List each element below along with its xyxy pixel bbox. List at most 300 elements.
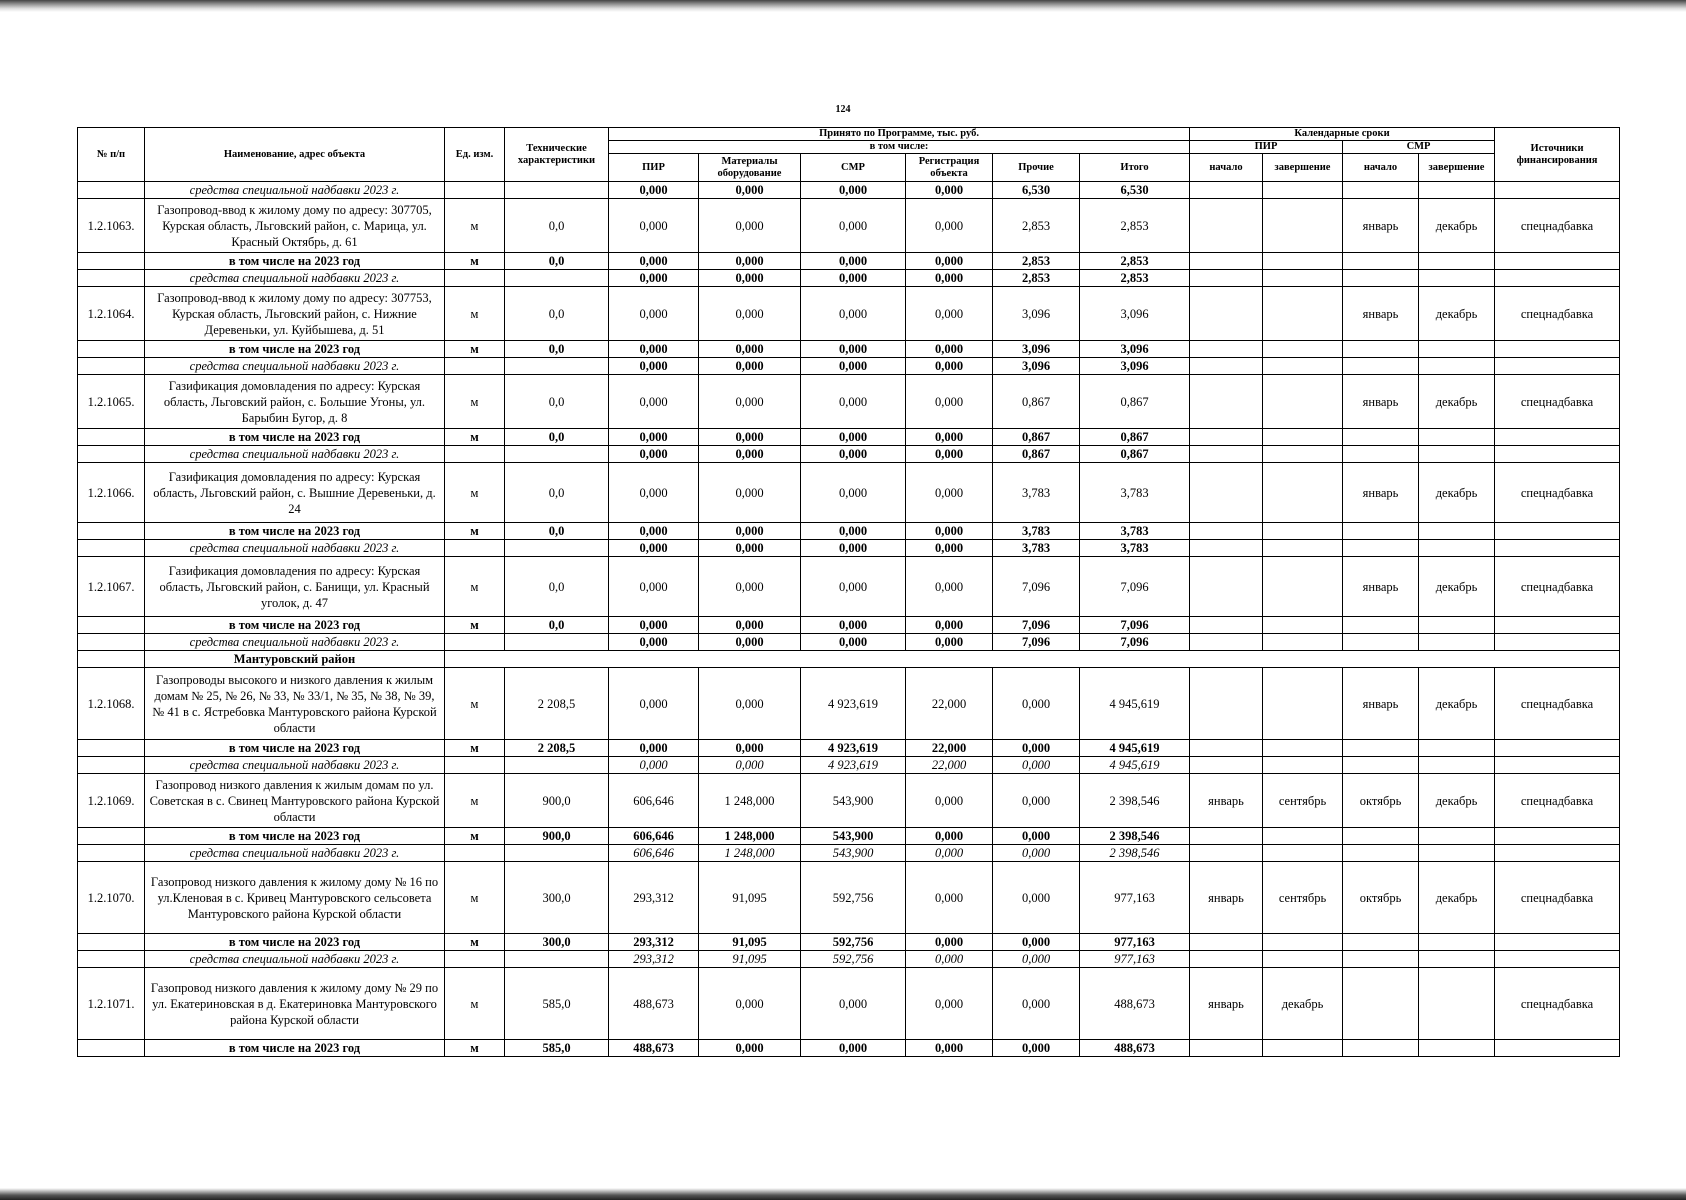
cell-pir-start (1190, 557, 1263, 617)
cell-source: спецнадбавка (1495, 968, 1620, 1040)
cell-total: 0,867 (1080, 429, 1190, 446)
cell-other: 7,096 (993, 634, 1080, 651)
cell-num (78, 1040, 145, 1057)
table-body (78, 182, 1620, 1057)
cell-empty (1263, 446, 1343, 463)
cell-mat: 91,095 (699, 862, 801, 934)
cell-tech (505, 270, 609, 287)
cell-subtotal-label: в том числе на 2023 год (145, 253, 445, 270)
cell-source-label: средства специальной надбавки 2023 г. (145, 757, 445, 774)
cell-mat: 0,000 (699, 668, 801, 740)
cell-pir: 0,000 (609, 668, 699, 740)
cell-empty (1495, 934, 1620, 951)
cell-object-name: Газопровод низкого давления к жилым домам по ул. Советская в с. Свинец Мантуровского района Курской области (145, 774, 445, 828)
cell-mat: 0,000 (699, 270, 801, 287)
cell-unit: м (445, 429, 505, 446)
cell-num (78, 845, 145, 862)
cell-smr-end: декабрь (1419, 668, 1495, 740)
cell-empty (1343, 182, 1419, 199)
cell-unit (445, 845, 505, 862)
cell-empty (1190, 617, 1263, 634)
cell-unit: м (445, 199, 505, 253)
cell-unit: м (445, 968, 505, 1040)
cell-empty (1190, 540, 1263, 557)
cell-smr: 592,756 (801, 934, 906, 951)
cell-unit: м (445, 617, 505, 634)
cell-empty (1419, 270, 1495, 287)
cell-pir: 0,000 (609, 199, 699, 253)
cell-empty (1495, 253, 1620, 270)
table-row-src (78, 634, 1620, 651)
table-row-obj (78, 287, 1620, 341)
cell-object-name: Газопровод низкого давления к жилому дому № 16 по ул.Кленовая в с. Кривец Мантуровского сельсовета Мантуровского района Курской области (145, 862, 445, 934)
cell-smr: 0,000 (801, 341, 906, 358)
cell-reg: 0,000 (906, 446, 993, 463)
cell-pir-start: январь (1190, 774, 1263, 828)
cell-source: спецнадбавка (1495, 862, 1620, 934)
cell-smr-start: январь (1343, 375, 1419, 429)
cell-tech: 0,0 (505, 341, 609, 358)
cell-empty (1419, 740, 1495, 757)
cell-num (78, 934, 145, 951)
table-row-obj (78, 968, 1620, 1040)
cell-reg: 0,000 (906, 358, 993, 375)
cell-total: 2 398,546 (1080, 774, 1190, 828)
cell-smr: 0,000 (801, 540, 906, 557)
cell-unit: м (445, 774, 505, 828)
cell-empty (1190, 341, 1263, 358)
cell-total: 3,783 (1080, 540, 1190, 557)
cell-total: 4 945,619 (1080, 668, 1190, 740)
cell-smr: 0,000 (801, 968, 906, 1040)
cell-unit: м (445, 287, 505, 341)
cell-reg: 0,000 (906, 968, 993, 1040)
cell-object-name: Газификация домовладения по адресу: Курская область, Льговский район, с. Банищи, ул. Красный уголок, д. 47 (145, 557, 445, 617)
col-tech-header: Технические характеристики (505, 128, 609, 182)
cell-reg: 0,000 (906, 253, 993, 270)
cell-pir-start (1190, 463, 1263, 523)
cell-other: 0,000 (993, 968, 1080, 1040)
cell-total: 977,163 (1080, 951, 1190, 968)
cell-smr-start: январь (1343, 199, 1419, 253)
cell-empty (1190, 951, 1263, 968)
cal-smr-header: СМР (1343, 141, 1495, 154)
cell-reg: 0,000 (906, 862, 993, 934)
cell-pir: 0,000 (609, 557, 699, 617)
cell-empty (1495, 540, 1620, 557)
cell-empty (1343, 740, 1419, 757)
cell-empty (1263, 341, 1343, 358)
cell-smr: 0,000 (801, 182, 906, 199)
cell-reg: 0,000 (906, 375, 993, 429)
cell-unit: м (445, 862, 505, 934)
cell-reg: 22,000 (906, 757, 993, 774)
cell-smr-start (1343, 968, 1419, 1040)
cell-mat: 91,095 (699, 951, 801, 968)
cell-smr: 0,000 (801, 358, 906, 375)
cell-subtotal-label: в том числе на 2023 год (145, 934, 445, 951)
cell-empty (1419, 634, 1495, 651)
cell-pir-start (1190, 668, 1263, 740)
cell-tech (505, 845, 609, 862)
cell-num: 1.2.1066. (78, 463, 145, 523)
cell-source-label: средства специальной надбавки 2023 г. (145, 951, 445, 968)
cell-empty (1190, 446, 1263, 463)
cell-tech: 900,0 (505, 828, 609, 845)
cell-other: 0,000 (993, 1040, 1080, 1057)
cell-mat: 0,000 (699, 358, 801, 375)
cell-pir-end (1263, 668, 1343, 740)
cell-subtotal-label: в том числе на 2023 год (145, 523, 445, 540)
cell-reg: 0,000 (906, 523, 993, 540)
cell-empty (1495, 634, 1620, 651)
cell-empty (1263, 523, 1343, 540)
cell-unit: м (445, 668, 505, 740)
cell-pir: 606,646 (609, 845, 699, 862)
cell-tech: 0,0 (505, 557, 609, 617)
cell-pir: 0,000 (609, 375, 699, 429)
table-row-district (78, 651, 1620, 668)
cell-empty (1190, 182, 1263, 199)
cell-tech: 585,0 (505, 1040, 609, 1057)
cell-tech: 2 208,5 (505, 668, 609, 740)
cell-reg: 0,000 (906, 287, 993, 341)
cell-empty (1263, 358, 1343, 375)
cell-pir-end (1263, 557, 1343, 617)
cell-other: 2,853 (993, 253, 1080, 270)
cell-num (78, 617, 145, 634)
cell-empty (1343, 523, 1419, 540)
cell-empty (1343, 253, 1419, 270)
cell-subtotal-label: в том числе на 2023 год (145, 617, 445, 634)
cell-other: 0,000 (993, 845, 1080, 862)
cell-total: 488,673 (1080, 968, 1190, 1040)
cell-reg: 0,000 (906, 774, 993, 828)
cell-empty (1495, 828, 1620, 845)
cell-empty (445, 651, 1620, 668)
cell-mat: 0,000 (699, 199, 801, 253)
cell-empty (1343, 358, 1419, 375)
cell-mat: 0,000 (699, 540, 801, 557)
cell-pir: 0,000 (609, 463, 699, 523)
cell-empty (1263, 740, 1343, 757)
cell-smr: 0,000 (801, 634, 906, 651)
col-smr-start-header: начало (1343, 154, 1419, 182)
cell-source-label: средства специальной надбавки 2023 г. (145, 446, 445, 463)
cell-source: спецнадбавка (1495, 668, 1620, 740)
cell-smr: 592,756 (801, 951, 906, 968)
cell-smr-end: декабрь (1419, 287, 1495, 341)
cell-total: 0,867 (1080, 375, 1190, 429)
cell-smr-end: декабрь (1419, 862, 1495, 934)
cell-empty (1495, 358, 1620, 375)
cell-smr: 4 923,619 (801, 668, 906, 740)
cell-empty (1190, 740, 1263, 757)
col-pir-start-header: начало (1190, 154, 1263, 182)
cell-empty (1495, 429, 1620, 446)
cell-total: 3,783 (1080, 463, 1190, 523)
cell-other: 0,000 (993, 934, 1080, 951)
cell-source-label: средства специальной надбавки 2023 г. (145, 358, 445, 375)
cell-num: 1.2.1065. (78, 375, 145, 429)
cell-other: 0,867 (993, 446, 1080, 463)
cell-empty (1495, 270, 1620, 287)
cell-other: 7,096 (993, 617, 1080, 634)
cell-num: 1.2.1069. (78, 774, 145, 828)
cell-num (78, 523, 145, 540)
cell-empty (1343, 1040, 1419, 1057)
cell-unit (445, 446, 505, 463)
cell-pir-start (1190, 287, 1263, 341)
table-row-src2 (78, 757, 1620, 774)
cell-other: 0,000 (993, 828, 1080, 845)
col-smr-end-header: завершение (1419, 154, 1495, 182)
cell-reg: 0,000 (906, 429, 993, 446)
calendar-header: Календарные сроки (1190, 128, 1495, 141)
cell-total: 7,096 (1080, 617, 1190, 634)
cell-other: 0,000 (993, 951, 1080, 968)
cell-empty (1495, 182, 1620, 199)
cell-tech (505, 182, 609, 199)
cell-smr-start: январь (1343, 557, 1419, 617)
col-pir-end-header: завершение (1263, 154, 1343, 182)
cell-empty (1419, 358, 1495, 375)
cell-other: 0,867 (993, 375, 1080, 429)
cell-mat: 91,095 (699, 934, 801, 951)
cell-empty (1263, 951, 1343, 968)
cell-object-name: Газопровод-ввод к жилому дому по адресу: 307753, Курская область, Льговский район, с. Нижние Деревеньки, ул. Куйбышева, д. 51 (145, 287, 445, 341)
cell-smr-end: декабрь (1419, 774, 1495, 828)
program-table (77, 127, 1620, 1057)
cell-smr: 0,000 (801, 557, 906, 617)
cell-smr: 0,000 (801, 463, 906, 523)
cell-total: 2,853 (1080, 199, 1190, 253)
cell-num: 1.2.1068. (78, 668, 145, 740)
cell-empty (1343, 429, 1419, 446)
cell-smr-start: январь (1343, 287, 1419, 341)
cell-source-label: средства специальной надбавки 2023 г. (145, 540, 445, 557)
cell-mat: 0,000 (699, 557, 801, 617)
cell-tech: 900,0 (505, 774, 609, 828)
cell-empty (1419, 523, 1495, 540)
cell-empty (1343, 341, 1419, 358)
cell-pir: 293,312 (609, 934, 699, 951)
cell-empty (1419, 182, 1495, 199)
cell-reg: 0,000 (906, 557, 993, 617)
cell-num: 1.2.1063. (78, 199, 145, 253)
col-materials-header: Материалы оборудование (699, 154, 801, 182)
cell-other: 7,096 (993, 557, 1080, 617)
cell-pir: 0,000 (609, 757, 699, 774)
cell-unit: м (445, 557, 505, 617)
table-row-obj (78, 668, 1620, 740)
cell-pir-end: сентябрь (1263, 862, 1343, 934)
cell-mat: 0,000 (699, 429, 801, 446)
table-row-src (78, 270, 1620, 287)
cell-pir-end (1263, 375, 1343, 429)
cell-other: 0,000 (993, 668, 1080, 740)
col-unit-header: Ед. изм. (445, 128, 505, 182)
cell-empty (1495, 740, 1620, 757)
cell-other: 0,000 (993, 757, 1080, 774)
cell-smr-end: декабрь (1419, 557, 1495, 617)
cell-tech (505, 951, 609, 968)
cell-unit (445, 951, 505, 968)
cell-smr: 4 923,619 (801, 757, 906, 774)
cell-pir: 293,312 (609, 951, 699, 968)
table-row-sub (78, 341, 1620, 358)
scan-edge-bottom (0, 1188, 1686, 1200)
cell-other: 0,867 (993, 429, 1080, 446)
cell-num (78, 429, 145, 446)
cell-source: спецнадбавка (1495, 287, 1620, 341)
cell-object-name: Газификация домовладения по адресу: Курская область, Льговский район, с. Большие Угоны, ул. Барыбин Бугор, д. 8 (145, 375, 445, 429)
cell-smr-end (1419, 968, 1495, 1040)
cell-num (78, 253, 145, 270)
cell-unit (445, 270, 505, 287)
cell-reg: 0,000 (906, 341, 993, 358)
cell-unit (445, 182, 505, 199)
cell-empty (1263, 182, 1343, 199)
cell-pir-start: январь (1190, 862, 1263, 934)
cell-subtotal-label: в том числе на 2023 год (145, 1040, 445, 1057)
cell-empty (1495, 757, 1620, 774)
cell-pir-end (1263, 463, 1343, 523)
cell-mat: 0,000 (699, 446, 801, 463)
cell-reg: 0,000 (906, 199, 993, 253)
cell-tech: 0,0 (505, 287, 609, 341)
cell-pir-start: январь (1190, 968, 1263, 1040)
cell-smr-end: декабрь (1419, 375, 1495, 429)
cell-tech (505, 358, 609, 375)
cell-unit: м (445, 523, 505, 540)
cell-smr-end: декабрь (1419, 199, 1495, 253)
cell-empty (1419, 540, 1495, 557)
cell-unit: м (445, 463, 505, 523)
district-name: Мантуровский район (145, 651, 445, 668)
cell-num (78, 740, 145, 757)
table-row-src2 (78, 845, 1620, 862)
cell-empty (1190, 845, 1263, 862)
cell-reg: 0,000 (906, 951, 993, 968)
cell-empty (1263, 617, 1343, 634)
cell-mat: 0,000 (699, 253, 801, 270)
cell-total: 488,673 (1080, 1040, 1190, 1057)
cell-other: 3,783 (993, 463, 1080, 523)
cell-empty (1263, 540, 1343, 557)
col-pir-header: ПИР (609, 154, 699, 182)
cell-other: 3,783 (993, 540, 1080, 557)
cell-empty (1495, 845, 1620, 862)
cell-empty (1419, 617, 1495, 634)
cell-tech (505, 540, 609, 557)
cell-empty (1190, 634, 1263, 651)
cell-reg: 0,000 (906, 934, 993, 951)
cell-other: 3,096 (993, 358, 1080, 375)
cell-other: 3,783 (993, 523, 1080, 540)
cell-smr: 592,756 (801, 862, 906, 934)
cell-smr: 0,000 (801, 446, 906, 463)
cell-smr-end: декабрь (1419, 463, 1495, 523)
cell-pir-end (1263, 199, 1343, 253)
cell-num: 1.2.1067. (78, 557, 145, 617)
cell-object-name: Газопровод-ввод к жилому дому по адресу: 307705, Курская область, Льговский район, с. Марица, ул. Красный Октябрь, д. 61 (145, 199, 445, 253)
cell-mat: 0,000 (699, 341, 801, 358)
cell-unit: м (445, 828, 505, 845)
col-total-header: Итого (1080, 154, 1190, 182)
cell-num (78, 358, 145, 375)
cell-pir: 488,673 (609, 968, 699, 1040)
cell-mat: 0,000 (699, 968, 801, 1040)
cell-num (78, 182, 145, 199)
table-row-obj (78, 557, 1620, 617)
table-row-sub (78, 253, 1620, 270)
table-header (78, 128, 1620, 182)
cell-empty (1343, 270, 1419, 287)
scan-edge-top (0, 0, 1686, 12)
cell-num (78, 828, 145, 845)
cell-num (78, 270, 145, 287)
table-row-src (78, 446, 1620, 463)
cell-smr: 0,000 (801, 270, 906, 287)
cell-empty (1190, 757, 1263, 774)
col-smr-header: СМР (801, 154, 906, 182)
cell-total: 977,163 (1080, 934, 1190, 951)
col-name-header: Наименование, адрес объекта (145, 128, 445, 182)
cell-pir: 0,000 (609, 429, 699, 446)
cell-empty (1419, 828, 1495, 845)
cell-empty (1419, 341, 1495, 358)
cell-reg: 0,000 (906, 1040, 993, 1057)
table-row-sub (78, 740, 1620, 757)
cell-empty (1263, 845, 1343, 862)
cell-unit: м (445, 375, 505, 429)
cell-empty (1495, 523, 1620, 540)
cell-source: спецнадбавка (1495, 463, 1620, 523)
cell-reg: 0,000 (906, 828, 993, 845)
cell-mat: 0,000 (699, 1040, 801, 1057)
cell-unit (445, 540, 505, 557)
cell-num (78, 757, 145, 774)
cell-subtotal-label: в том числе на 2023 год (145, 429, 445, 446)
cell-empty (1343, 828, 1419, 845)
cell-mat: 1 248,000 (699, 774, 801, 828)
cell-smr-start: январь (1343, 668, 1419, 740)
cell-smr-start: октябрь (1343, 862, 1419, 934)
cell-unit (445, 757, 505, 774)
cell-source-label: средства специальной надбавки 2023 г. (145, 634, 445, 651)
cell-pir-end: декабрь (1263, 968, 1343, 1040)
cell-mat: 0,000 (699, 740, 801, 757)
cell-total: 3,783 (1080, 523, 1190, 540)
table-row-sub (78, 617, 1620, 634)
cell-empty (1343, 540, 1419, 557)
cell-reg: 0,000 (906, 617, 993, 634)
table-row-sub (78, 429, 1620, 446)
cell-smr: 0,000 (801, 617, 906, 634)
cell-pir: 0,000 (609, 634, 699, 651)
cell-empty (1419, 1040, 1495, 1057)
cell-smr: 543,900 (801, 774, 906, 828)
cell-total: 2 398,546 (1080, 828, 1190, 845)
cell-reg: 0,000 (906, 845, 993, 862)
cell-empty (1419, 845, 1495, 862)
cell-subtotal-label: в том числе на 2023 год (145, 828, 445, 845)
cell-total: 7,096 (1080, 557, 1190, 617)
cell-tech: 0,0 (505, 523, 609, 540)
cell-smr: 0,000 (801, 253, 906, 270)
cell-pir: 0,000 (609, 287, 699, 341)
